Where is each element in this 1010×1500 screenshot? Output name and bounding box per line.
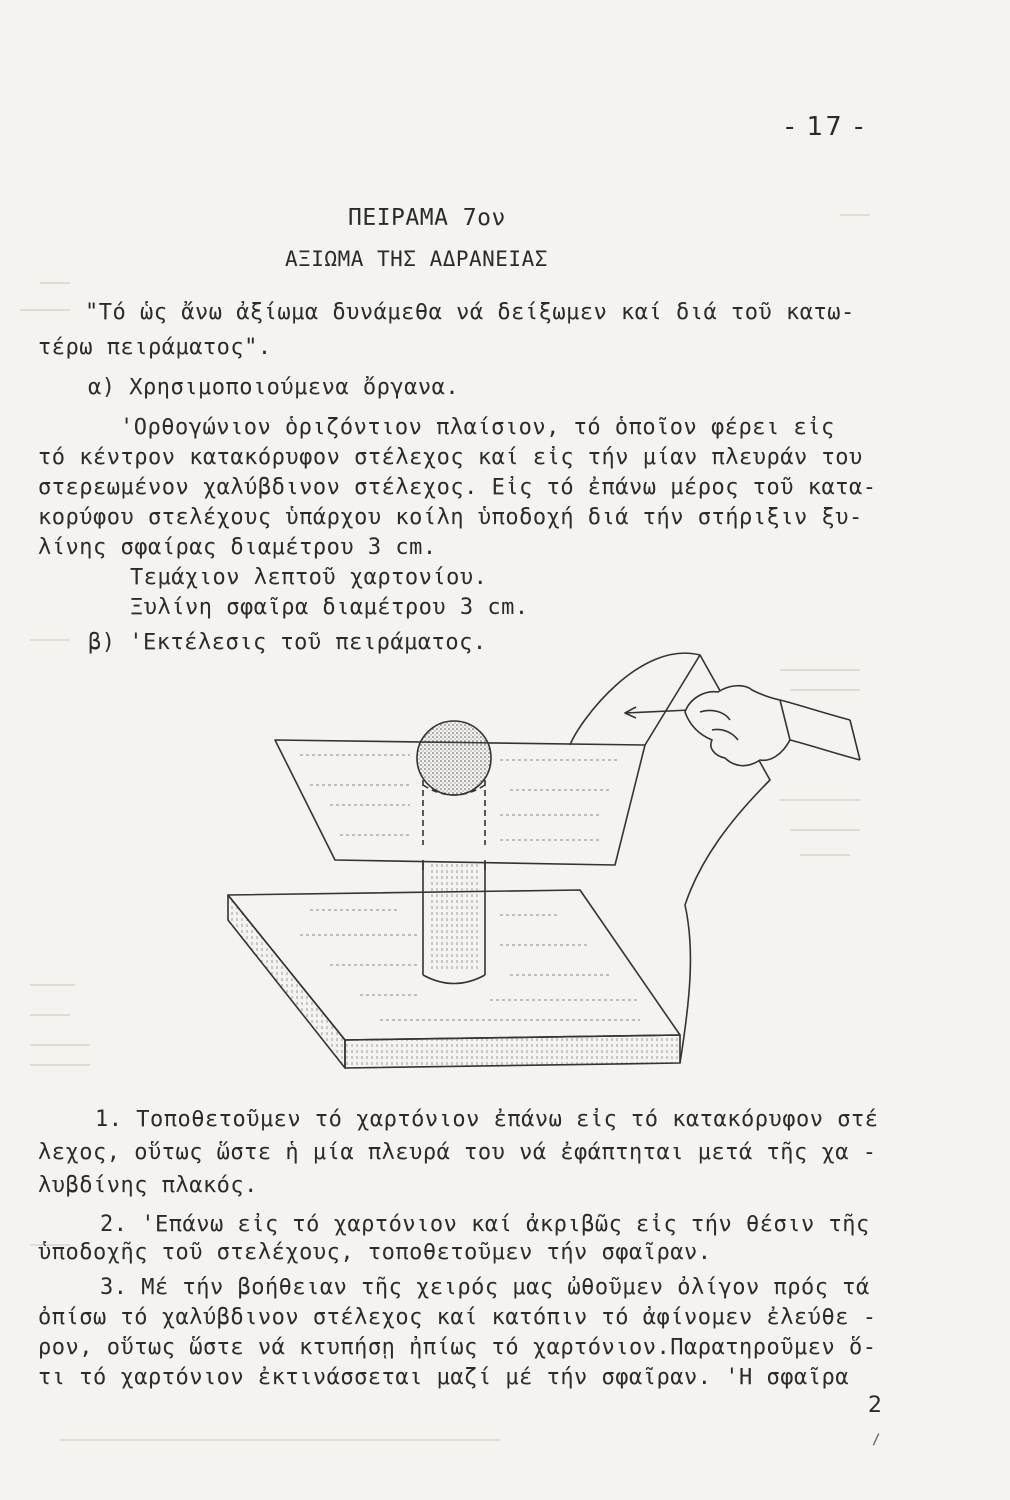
step-line: ὑποδοχῆς τοῦ στελέχους, τοποθετοῦμεν τήν σφαῖραν. (38, 1240, 712, 1265)
intro-line: τέρω πειράματος". (38, 335, 272, 360)
page-number: - 17 - (785, 112, 866, 142)
step-line: λυβδίνης πλακός. (38, 1173, 258, 1198)
wooden-sphere (417, 721, 491, 795)
step-line: λεχος, οὕτως ὥστε ἡ μία πλευρά του νά ἐφάπτηται μετά τῆς χα - (38, 1140, 877, 1165)
intro-line: "Τό ὡς ἄνω ἀξίωμα δυνάμεθα νά δείξωμεν καί διά τοῦ κατω- (85, 300, 855, 325)
section-a-line: Τεμάχιον λεπτοῦ χαρτονίου. (130, 565, 488, 590)
step-line: ὀπίσω τό χαλύβδινον στέλεχος καί κατόπιν τό ἀφίνομεν ἐλεύθε - (38, 1305, 877, 1330)
signature-mark: 2 (868, 1393, 883, 1418)
experiment-title: ΠΕΙΡΑΜΑ 7ον (348, 205, 506, 231)
step-line: τι τό χαρτόνιον ἐκτινάσσεται μαζί μέ τήν σφαῖραν. 'Η σφαῖρα (38, 1365, 849, 1390)
section-a-line: στερεωμένον χαλύβδινον στέλεχος. Εἰς τό ἐπάνω μέρος τοῦ κατα- (38, 475, 877, 500)
footer-tick: / (872, 1432, 881, 1448)
section-a-heading: α) Χρησιμοποιούμενα ὄργανα. (88, 375, 460, 400)
section-a-line: τό κέντρον κατακόρυφον στέλεχος καί εἰς τήν μίαν πλευράν του (38, 445, 863, 470)
section-b-heading: β) 'Εκτέλεσις τοῦ πειράματος. (88, 630, 487, 655)
section-a-line: Ξυλίνη σφαῖρα διαμέτρου 3 cm. (130, 595, 529, 620)
experiment-subtitle: ΑΞΙΩΜΑ ΤΗΣ ΑΔΡΑΝΕΙΑΣ (285, 247, 548, 271)
push-arrow (625, 710, 690, 713)
step-line: 3. Μέ τήν βοήθειαν τῆς χειρός μας ὠθοῦμεν ὀλίγον πρός τά (100, 1275, 870, 1300)
hand-drawing (685, 686, 790, 766)
step-line: 2. 'Επάνω εἰς τό χαρτόνιον καί ἀκριβῶς εἰς τήν θέσιν τῆς (100, 1212, 870, 1237)
section-a-line: 'Ορθογώνιον ὁριζόντιον πλαίσιον, τό ὁποῖον φέρει εἰς (120, 415, 835, 440)
section-a-line: λίνης σφαίρας διαμέτρου 3 cm. (38, 535, 437, 560)
apparatus-illustration (210, 640, 910, 1080)
step-line: ρον, οὕτως ὥστε νά κτυπήσῃ ἠπίως τό χαρτόνιον.Παρατηροῦμεν ὅ- (38, 1335, 877, 1360)
section-a-line: κορύφου στελέχους ὑπάρχου κοίλη ὑποδοχή διά τήν στήριξιν ξυ- (38, 505, 863, 530)
step-line: 1. Τοποθετοῦμεν τό χαρτόνιον ἐπάνω εἰς τό κατακόρυφον στέ (95, 1107, 879, 1132)
